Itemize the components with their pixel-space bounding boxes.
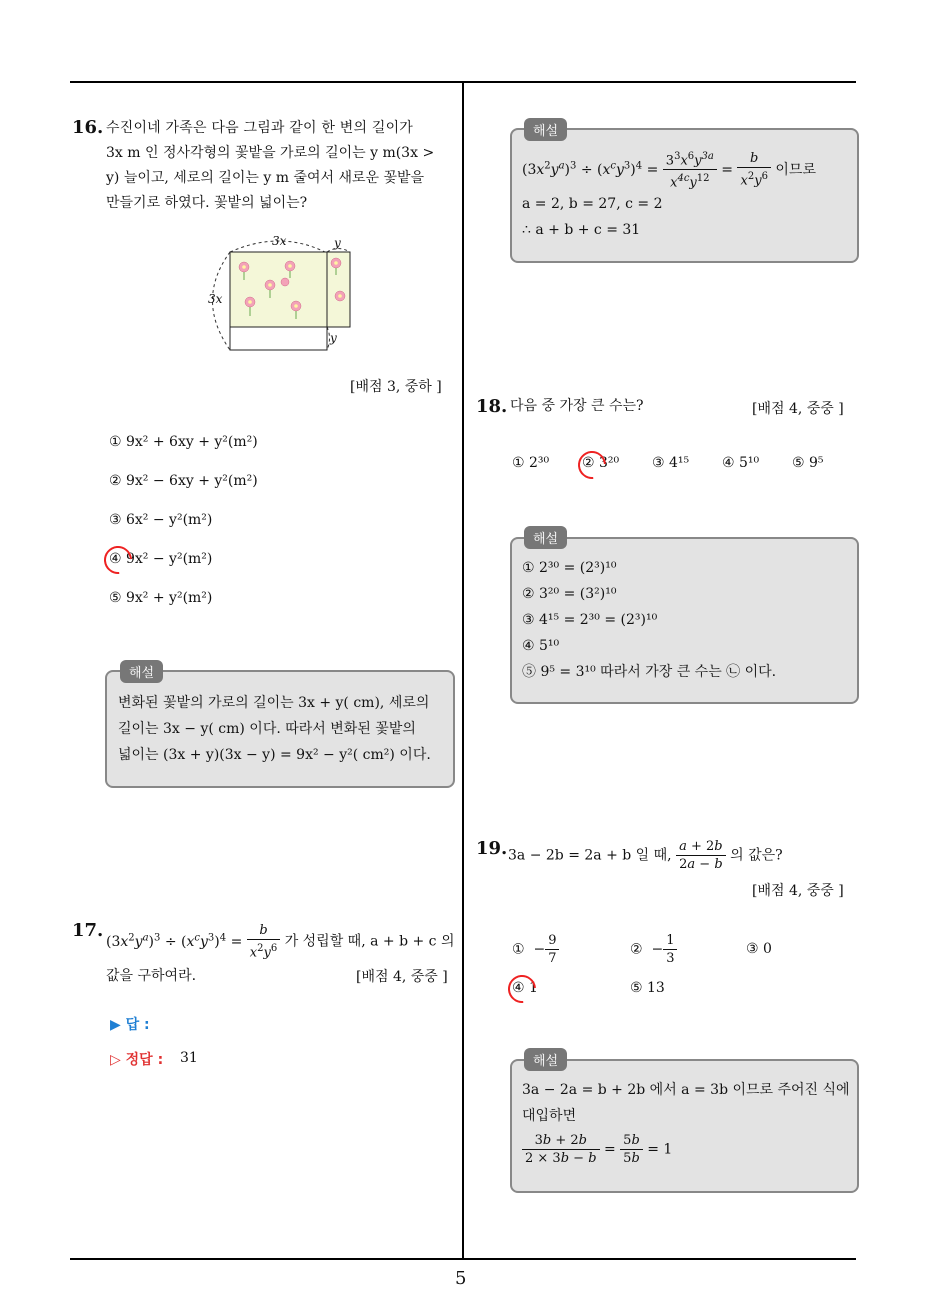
- q19-stem: [508, 838, 783, 873]
- q16-choice-2[interactable]: ② 9x² − 6xy + y²(m²): [109, 473, 258, 489]
- q18-solution-line-5: ⑤ 9⁵ = 3¹⁰ 따라서 가장 큰 수는 ㉡ 이다.: [522, 664, 777, 680]
- q17-answer-label: ▶ 답 :: [110, 1017, 150, 1033]
- q19-stem-post: 의 값은?: [730, 847, 783, 864]
- q19-choice-3[interactable]: ③ 0: [746, 941, 772, 957]
- q19-score: [배점 4, 중중 ]: [752, 883, 844, 899]
- q17-formula-left: $(3x^2y^a)^3 \div (x^cy^3)^4$ =: [106, 932, 247, 950]
- q18-solution-tab: 해설: [524, 526, 567, 549]
- q19-choice-4[interactable]: ④ 1: [512, 980, 538, 996]
- q16-solution-line-3: 넓이는 (3x + y)(3x − y) = 9x² − y²( cm²) 이다.: [118, 747, 431, 763]
- column-divider: [462, 83, 464, 1259]
- q18-solution-line-1: ① 2³⁰ = (2³)¹⁰: [522, 560, 617, 576]
- q16-choice-4[interactable]: ④ 9x² − y²(m²): [109, 551, 213, 567]
- q19-solution-equation: $\frac{3b + 2b}{2 \times 3b - b}$ = $\frac{5b}{5b}$ = 1: [522, 1132, 672, 1167]
- q19-stem-pre: 3a − 2b = 2a + b 일 때,: [508, 847, 672, 864]
- q16-solution-text: [118, 690, 448, 768]
- sol17-line-3: ∴ a + b + c = 31: [522, 222, 641, 238]
- q18-number: 18.: [476, 396, 508, 417]
- figure-top-label: 3x: [272, 234, 287, 248]
- q16-line-4: 만들기로 하였다. 꽃밭의 넓이는?: [106, 195, 308, 211]
- q16-line-3: y) 늘이고, 세로의 길이는 y m 줄여서 새로운 꽃밭을: [106, 170, 425, 186]
- q19-number: 19.: [476, 838, 508, 859]
- figure-right-top-label: y: [334, 236, 341, 250]
- q18-stem: 다음 중 가장 큰 수는?: [510, 398, 644, 414]
- sol17-line-2: a = 2, b = 27, c = 2: [522, 196, 663, 212]
- q18-solution-line-3: ③ 4¹⁵ = 2³⁰ = (2³)¹⁰: [522, 612, 658, 628]
- q18-choice-3[interactable]: ③ 4¹⁵: [652, 455, 690, 471]
- q19-solution-text: [522, 1077, 850, 1129]
- q18-solution-line-2: ② 3²⁰ = (3²)¹⁰: [522, 586, 617, 602]
- q19-solution-line-2: 대입하면: [522, 1108, 577, 1124]
- q16-solution-line-1: 변화된 꽃밭의 가로의 길이는 3x + y( cm), 세로의: [118, 695, 430, 711]
- q16-line-2: 3x m 인 정사각형의 꽃밭을 가로의 길이는 y m(3x >: [106, 145, 435, 161]
- q18-choice-2[interactable]: ② 3²⁰: [582, 455, 620, 471]
- q16-number: 16.: [72, 117, 104, 138]
- q18-choice-1[interactable]: ① 2³⁰: [512, 455, 550, 471]
- q17-score: [배점 4, 중중 ]: [356, 969, 448, 985]
- q17-fraction: $\frac{b}{x^2y^6}$: [247, 922, 280, 961]
- q17-stem-line-2: 값을 구하여라.: [106, 968, 197, 984]
- q17-line-1-post: 가 성립할 때, a + b + c 의: [284, 933, 455, 950]
- sol17-fraction-2: $\frac{b}{x^2y^6}$: [737, 150, 770, 189]
- q18-score: [배점 4, 중중 ]: [752, 401, 844, 417]
- figure-bottom-label: y: [330, 331, 337, 345]
- q18-answer-mark: [572, 445, 611, 484]
- q19-choice-2[interactable]: ② − $\frac{1}{3}$: [630, 932, 677, 967]
- figure-side-label: 3x: [208, 292, 223, 306]
- q16-line-1: 수진이네 가족은 다음 그림과 같이 한 변의 길이가: [106, 120, 414, 136]
- q19-solution-tab: 해설: [524, 1048, 567, 1071]
- q16-answer-mark: [98, 540, 137, 579]
- q19-fraction: $\frac{a + 2b}{2a - b}$: [676, 838, 726, 873]
- q17-stem-line-1: [106, 922, 456, 961]
- sol17-tab: 해설: [524, 118, 567, 141]
- q18-choice-5[interactable]: ⑤ 9⁵: [792, 455, 824, 471]
- bottom-rule: [70, 1258, 856, 1260]
- q19-solution-line-1: 3a − 2a = b + 2b 에서 a = 3b 이므로 주어진 식에: [522, 1082, 850, 1098]
- sol17-line-1: $(3x^2y^a)^3 \div (x^cy^3)^4$ = $\frac{3^3x^6y^{3a}}{x^{4c}y^{12}}$ = $\frac{b}{x^2y^6}$ 이므로: [522, 148, 816, 192]
- q18-solution-text: [522, 555, 776, 685]
- q18-solution-line-4: ④ 5¹⁰: [522, 638, 560, 654]
- q17-correct-label: ▷ 정답 :: [110, 1052, 164, 1068]
- q16-solution-line-2: 길이는 3x − y( cm) 이다. 따라서 변화된 꽃밭의: [118, 721, 416, 737]
- q19-choice-1[interactable]: ① − $\frac{9}{7}$: [512, 932, 559, 967]
- sol17-fraction-1: $\frac{3^3x^6y^{3a}}{x^{4c}y^{12}}$: [663, 148, 717, 192]
- page-number: 5: [455, 1268, 467, 1289]
- q17-number: 17.: [72, 920, 104, 941]
- q18-choice-4[interactable]: ④ 5¹⁰: [722, 455, 760, 471]
- q16-choice-3[interactable]: ③ 6x² − y²(m²): [109, 512, 213, 528]
- q16-solution-tab: 해설: [120, 660, 163, 683]
- q19-answer-mark: [502, 969, 541, 1008]
- q16-choice-5[interactable]: ⑤ 9x² + y²(m²): [109, 590, 213, 606]
- q19-choice-5[interactable]: ⑤ 13: [630, 980, 665, 996]
- q16-stem: [106, 116, 456, 216]
- sol17-line-1-post: 이므로: [775, 161, 816, 178]
- q17-correct-value: 31: [180, 1050, 198, 1066]
- q16-choice-1[interactable]: ① 9x² + 6xy + y²(m²): [109, 434, 258, 450]
- q16-score: [배점 3, 중하 ]: [350, 379, 442, 395]
